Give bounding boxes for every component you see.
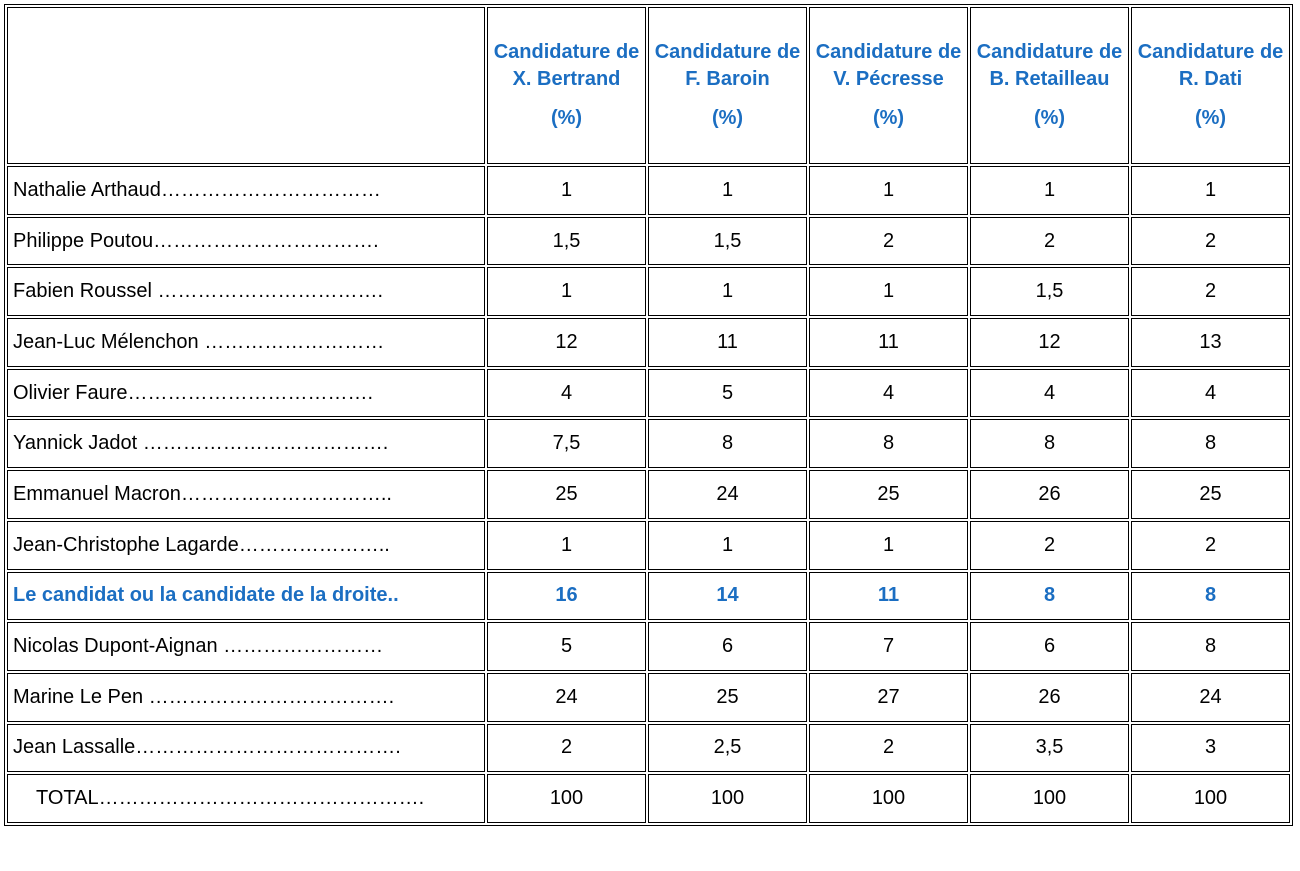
header-title: Candidature de B. Retailleau: [976, 41, 1123, 90]
header-title: Candidature de V. Pécresse: [815, 41, 962, 90]
candidate-name: Nicolas Dupont-Aignan ……………………: [7, 622, 485, 671]
value-cell: 1: [648, 267, 807, 316]
value-cell: 25: [809, 470, 968, 519]
value-cell: 13: [1131, 318, 1290, 367]
value-cell: 12: [970, 318, 1129, 367]
table-row: [7, 166, 1290, 215]
header-unit: (%): [550, 107, 583, 129]
header-col-dati: [1131, 7, 1290, 164]
total-label: TOTAL………………………………………….: [7, 774, 485, 823]
candidate-name: Jean Lassalle………………………………….: [7, 724, 485, 773]
table-row: [7, 622, 1290, 671]
header-title: Candidature de F. Baroin: [654, 41, 801, 90]
value-cell: 8: [970, 572, 1129, 621]
header-unit: (%): [711, 107, 744, 129]
table-row: [7, 724, 1290, 773]
value-cell: 1,5: [648, 217, 807, 266]
value-cell: 12: [487, 318, 646, 367]
poll-table: [4, 4, 1293, 826]
value-cell: 2: [487, 724, 646, 773]
candidate-name: Yannick Jadot ……………………………….: [7, 419, 485, 468]
value-cell: 24: [487, 673, 646, 722]
candidate-name: Emmanuel Macron…………………………..: [7, 470, 485, 519]
candidate-name: Jean-Christophe Lagarde…………………..: [7, 521, 485, 570]
total-cell: 100: [970, 774, 1129, 823]
value-cell: 2: [809, 724, 968, 773]
value-cell: 5: [648, 369, 807, 418]
value-cell: 3: [1131, 724, 1290, 773]
header-col-baroin: [648, 7, 807, 164]
header-unit: (%): [872, 107, 905, 129]
value-cell: 1: [648, 521, 807, 570]
table-row: [7, 470, 1290, 519]
candidate-name: Fabien Roussel …………………………….: [7, 267, 485, 316]
total-cell: 100: [487, 774, 646, 823]
table-row: [7, 369, 1290, 418]
header-title: Candidature de X. Bertrand: [493, 41, 640, 90]
total-cell: 100: [1131, 774, 1290, 823]
value-cell: 8: [1131, 572, 1290, 621]
candidate-name: Le candidat ou la candidate de la droite..: [7, 572, 485, 621]
value-cell: 24: [648, 470, 807, 519]
candidate-name: Philippe Poutou…………………………….: [7, 217, 485, 266]
table-row: [7, 217, 1290, 266]
value-cell: 4: [1131, 369, 1290, 418]
value-cell: 2,5: [648, 724, 807, 773]
candidate-name: Olivier Faure……………………………….: [7, 369, 485, 418]
value-cell: 2: [1131, 267, 1290, 316]
value-cell: 1: [809, 267, 968, 316]
value-cell: 1,5: [970, 267, 1129, 316]
value-cell: 11: [648, 318, 807, 367]
value-cell: 11: [809, 572, 968, 621]
table-row: [7, 521, 1290, 570]
value-cell: 1: [809, 166, 968, 215]
value-cell: 1: [970, 166, 1129, 215]
value-cell: 27: [809, 673, 968, 722]
value-cell: 1: [487, 267, 646, 316]
value-cell: 1: [487, 166, 646, 215]
value-cell: 4: [970, 369, 1129, 418]
value-cell: 1: [648, 166, 807, 215]
value-cell: 3,5: [970, 724, 1129, 773]
value-cell: 8: [1131, 622, 1290, 671]
value-cell: 2: [1131, 217, 1290, 266]
value-cell: 1: [809, 521, 968, 570]
value-cell: 11: [809, 318, 968, 367]
value-cell: 7: [809, 622, 968, 671]
header-title: Candidature de R. Dati: [1137, 41, 1284, 90]
value-cell: 6: [648, 622, 807, 671]
header-col-bertrand: [487, 7, 646, 164]
candidate-name: Nathalie Arthaud……………………………: [7, 166, 485, 215]
header-col-retailleau: [970, 7, 1129, 164]
table-row: [7, 419, 1290, 468]
value-cell: 2: [809, 217, 968, 266]
candidate-name: Marine Le Pen ……………………………….: [7, 673, 485, 722]
value-cell: 2: [1131, 521, 1290, 570]
header-col-pecresse: [809, 7, 968, 164]
value-cell: 4: [809, 369, 968, 418]
value-cell: 14: [648, 572, 807, 621]
value-cell: 24: [1131, 673, 1290, 722]
value-cell: 1: [1131, 166, 1290, 215]
value-cell: 8: [1131, 419, 1290, 468]
value-cell: 8: [809, 419, 968, 468]
total-row: [7, 774, 1290, 823]
header-unit: (%): [1194, 107, 1227, 129]
value-cell: 26: [970, 470, 1129, 519]
header-corner-cell: [7, 7, 485, 164]
value-cell: 6: [970, 622, 1129, 671]
table-row-highlight: [7, 572, 1290, 621]
candidate-name: Jean-Luc Mélenchon ………………………: [7, 318, 485, 367]
value-cell: 26: [970, 673, 1129, 722]
table-row: [7, 318, 1290, 367]
value-cell: 1,5: [487, 217, 646, 266]
value-cell: 16: [487, 572, 646, 621]
table-row: [7, 267, 1290, 316]
value-cell: 5: [487, 622, 646, 671]
header-row: [7, 7, 1290, 164]
value-cell: 2: [970, 521, 1129, 570]
value-cell: 7,5: [487, 419, 646, 468]
value-cell: 1: [487, 521, 646, 570]
value-cell: 2: [970, 217, 1129, 266]
table-row: [7, 673, 1290, 722]
value-cell: 25: [648, 673, 807, 722]
header-unit: (%): [1033, 107, 1066, 129]
value-cell: 8: [970, 419, 1129, 468]
value-cell: 4: [487, 369, 646, 418]
total-cell: 100: [648, 774, 807, 823]
value-cell: 25: [487, 470, 646, 519]
value-cell: 8: [648, 419, 807, 468]
total-cell: 100: [809, 774, 968, 823]
value-cell: 25: [1131, 470, 1290, 519]
